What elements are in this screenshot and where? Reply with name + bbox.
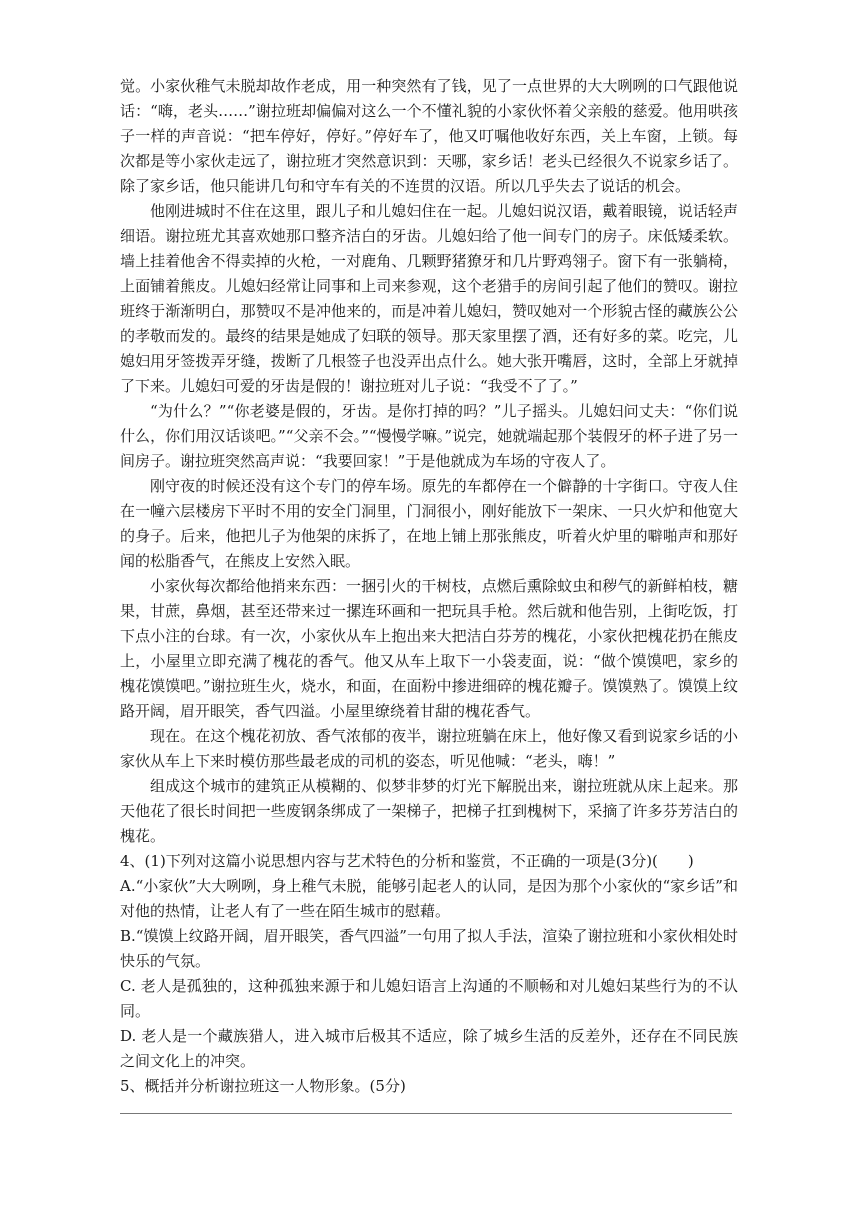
- paragraph-5: 小家伙每次都给他捎来东西：一捆引火的干树枝，点燃后熏除蚊虫和秽气的新鲜柏枝，糖果，甘蔗，鼻烟，甚至还带来过一摞连环画和一把玩具手枪。然后就和他告别，上街吃饭，打下点小注的台球。有一次，小家伙从车上抱出来大把洁白芬芳的槐花，小家伙把槐花扔在熊皮上，小屋里立即充满了槐花的香气。他又从车上取下一小袋麦面，说：“做个馍馍吧，家乡的槐花馍馍吧。”谢拉班生火，烧水，和面，在面粉中掺进细碎的槐花瓣子。馍馍熟了。馍馍上纹路开阔，眉开眼笑，香气四溢。小屋里缭绕着甘甜的槐花香气。: [120, 577, 738, 720]
- paragraph-2: 他刚进城时不住在这里，跟儿子和儿媳妇住在一起。儿媳妇说汉语，戴着眼镜，说话轻声细语。谢拉班尤其喜欢她那口整齐洁白的牙齿。儿媳妇给了他一间专门的房子。床低矮柔软。墙上挂着他舍不得卖掉的火枪，一对鹿角、几颗野猪獠牙和几片野鸡翎子。窗下有一张躺椅，上面铺着熊皮。儿媳妇经常让同事和上司来参观，这个老猎手的房间引起了他们的赞叹。谢拉班终于渐渐明白，那赞叹不是冲他来的，而是冲着儿媳妇，赞叹她对一个形貌古怪的藏族公公的孝敬而发的。最终的结果是她成了妇联的领导。那天家里摆了酒，还有好多的菜。吃完，儿媳妇用牙签拨弄牙缝，拨断了几根签子也没弄出点什么。她大张开嘴唇，这时，全部上牙就掉了下来。儿媳妇可爱的牙齿是假的！谢拉班对儿子说：“我受不了了。”: [120, 202, 738, 395]
- paragraph-7: 组成这个城市的建筑正从模糊的、似梦非梦的灯光下解脱出来，谢拉班就从床上起来。那天他花了很长时间把一些废钢条绑成了一架梯子，把梯子扛到槐树下，采摘了许多芬芳洁白的槐花。: [120, 777, 738, 845]
- paragraph-1: 觉。小家伙稚气未脱却故作老成，用一种突然有了钱，见了一点世界的大大咧咧的口气跟他说话：“嗨，老头……”谢拉班却偏偏对这么一个不懂礼貌的小家伙怀着父亲般的慈爱。他用哄孩子一样的声音说：“把车停好，停好。”停好车了，他又叮嘱他收好东西，关上车窗，上锁。每次都是等小家伙走远了，谢拉班才突然意识到：天哪，家乡话！老头已经很久不说家乡话了。除了家乡话，他只能讲几句和守车有关的不连贯的汉语。所以几乎失去了说话的机会。: [120, 77, 738, 195]
- question-4-stem: 4、(1)下列对这篇小说思想内容与艺术特色的分析和鉴赏，不正确的一项是(3分)( ): [120, 852, 694, 870]
- question-5-stem: 5、概括并分析谢拉班这一人物形象。(5分): [120, 1077, 406, 1095]
- paragraph-4: 刚守夜的时候还没有这个专门的停车场。原先的车都停在一个僻静的十字街口。守夜人住在一幢六层楼房下平时不用的安全门洞里，门洞很小，刚好能放下一架床、一只火炉和他宽大的身子。后来，他把儿子为他架的床拆了，在地上铺上那张熊皮，听着火炉里的噼啪声和那好闻的松脂香气，在熊皮上安然入眠。: [120, 477, 738, 570]
- question-4-option-d: D. 老人是一个藏族猎人，进入城市后极其不适应，除了城乡生活的反差外，还存在不同民族之间文化上的冲突。: [120, 1027, 738, 1070]
- question-4-option-a: A.“小家伙”大大咧咧，身上稚气未脱，能够引起老人的认同，是因为那个小家伙的“家乡话”和对他的热情，让老人有了一些在陌生城市的慰藉。: [120, 877, 738, 920]
- document-page: [120, 74, 738, 1114]
- paragraph-3: “为什么？”“你老婆是假的，牙齿。是你打掉的吗？”儿子摇头。儿媳妇问丈夫：“你们说什么，你们用汉话谈吧。”“父亲不会。”“慢慢学嘛。”说完，她就端起那个装假牙的杯子进了另一间房子。谢拉班突然高声说：“我要回家！”于是他就成为车场的守夜人了。: [120, 402, 738, 470]
- paragraph-6: 现在。在这个槐花初放、香气浓郁的夜半，谢拉班躺在床上，他好像又看到说家乡话的小家伙从车上下来时模仿那些最老成的司机的姿态，听见他喊：“老头，嗨！”: [120, 727, 738, 770]
- question-4-option-c: C. 老人是孤独的，这种孤独来源于和儿媳妇语言上沟通的不顺畅和对儿媳妇某些行为的不认同。: [120, 977, 738, 1020]
- answer-line[interactable]: [120, 1113, 732, 1114]
- question-4-option-b: B.“馍馍上纹路开阔，眉开眼笑，香气四溢”一句用了拟人手法，渲染了谢拉班和小家伙相处时快乐的气氛。: [120, 927, 738, 970]
